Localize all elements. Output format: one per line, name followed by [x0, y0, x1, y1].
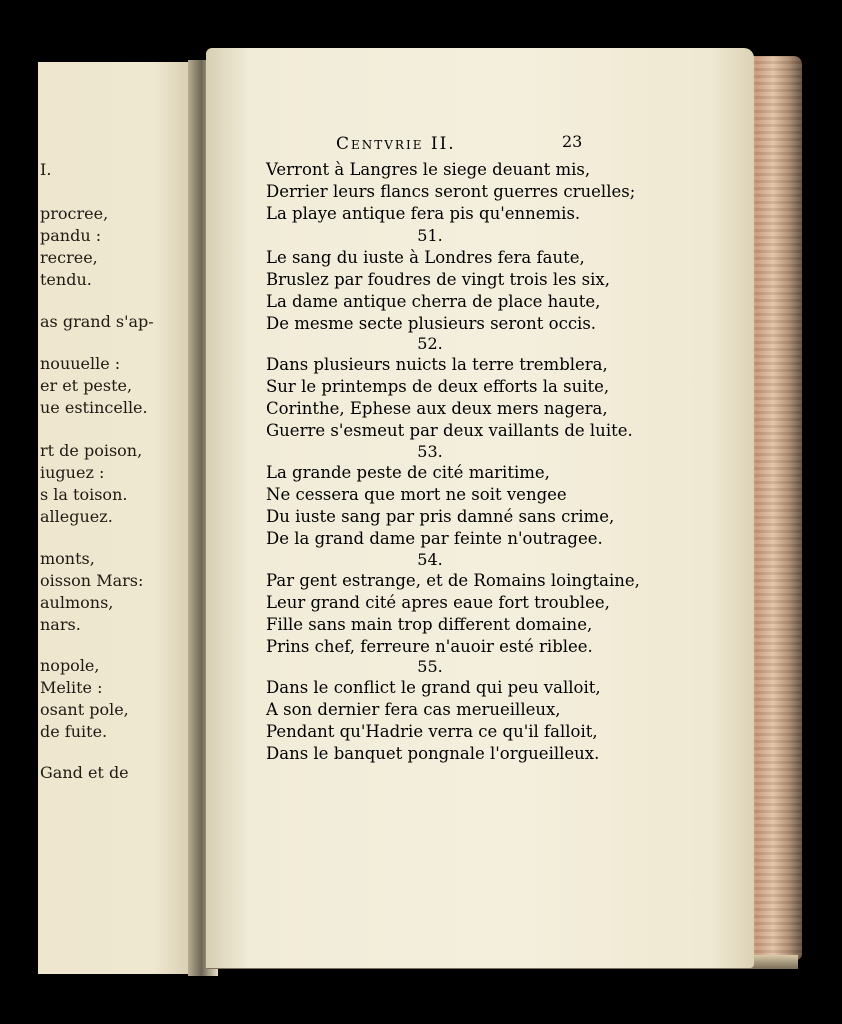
running-header: Centvrie II.: [336, 134, 456, 154]
left-line: de fuite.: [40, 722, 108, 741]
quatrain-number: 52.: [417, 334, 443, 353]
left-line: nopole,: [40, 656, 100, 675]
verse-line: La grande peste de cité maritime,: [266, 463, 550, 482]
left-line: er et peste,: [40, 376, 133, 395]
verse-line: Dans plusieurs nuicts la terre tremblera,: [266, 355, 608, 374]
verse-line: Fille sans main trop different domaine,: [266, 615, 593, 634]
verse-line: Par gent estrange, et de Romains loingtaine,: [266, 571, 640, 590]
verse-line: Leur grand cité apres eaue fort troublee,: [266, 593, 610, 612]
left-line: aulmons,: [40, 593, 114, 612]
left-line: Gand et de: [40, 763, 129, 782]
left-line: I.: [40, 160, 52, 179]
verse-line: Dans le banquet pongnale l'orgueilleux.: [266, 744, 600, 763]
verse-line: Le sang du iuste à Londres fera faute,: [266, 248, 585, 267]
left-line: Melite :: [40, 678, 103, 697]
verse-line: Du iuste sang par pris damné sans crime,: [266, 507, 615, 526]
verse-line: Bruslez par foudres de vingt trois les six,: [266, 270, 610, 289]
left-line: alleguez.: [40, 507, 113, 526]
left-line: nars.: [40, 615, 81, 634]
verse-line: De la grand dame par feinte n'outragee.: [266, 529, 603, 548]
left-line: oisson Mars:: [40, 571, 144, 590]
quatrain-number: 51.: [417, 226, 443, 245]
quatrain-number: 54.: [417, 550, 443, 569]
left-line: nouuelle :: [40, 354, 121, 373]
left-line: as grand s'ap-: [40, 312, 154, 331]
left-line: rt de poison,: [40, 441, 143, 460]
verse-line: Ne cessera que mort ne soit vengee: [266, 485, 567, 504]
left-line: s la toison.: [40, 485, 128, 504]
left-line: tendu.: [40, 270, 92, 289]
verse-line: La playe antique fera pis qu'ennemis.: [266, 204, 581, 223]
verse-line: De mesme secte plusieurs seront occis.: [266, 314, 597, 333]
verse-line: Dans le conflict le grand qui peu valloit,: [266, 678, 601, 697]
left-line: iuguez :: [40, 463, 105, 482]
verse-line: La dame antique cherra de place haute,: [266, 292, 601, 311]
verse-line: Corinthe, Ephese aux deux mers nagera,: [266, 399, 608, 418]
verse-line: Prins chef, ferreure n'auoir esté riblee.: [266, 637, 593, 656]
verse-line: Pendant qu'Hadrie verra ce qu'il falloit,: [266, 722, 598, 741]
left-line: monts,: [40, 549, 95, 568]
left-line: pandu :: [40, 226, 102, 245]
verse-line: Verront à Langres le siege deuant mis,: [266, 160, 591, 179]
left-line: procree,: [40, 204, 109, 223]
verse-line: Derrier leurs flancs seront guerres cruelles;: [266, 182, 636, 201]
verse-line: A son dernier fera cas merueilleux,: [266, 700, 561, 719]
page-number: 23: [562, 132, 583, 151]
quatrain-number: 53.: [417, 442, 443, 461]
verse-line: Sur le printemps de deux efforts la suite,: [266, 377, 610, 396]
left-line: ue estincelle.: [40, 398, 148, 417]
verse-line: Guerre s'esmeut par deux vaillants de luite.: [266, 421, 633, 440]
left-line: osant pole,: [40, 700, 129, 719]
left-line: recree,: [40, 248, 98, 267]
quatrain-number: 55.: [417, 657, 443, 676]
